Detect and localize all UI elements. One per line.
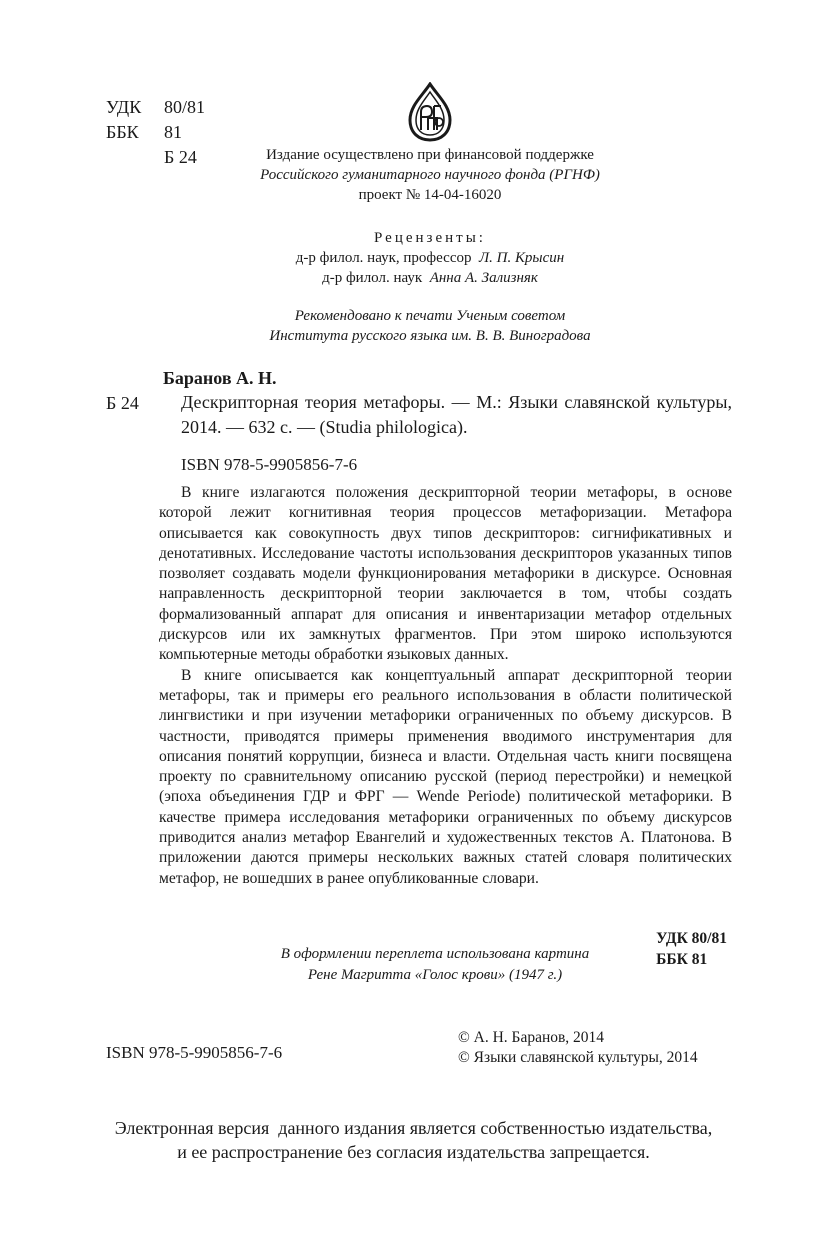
recommendation: [230, 306, 630, 346]
udk-value: 80/81: [164, 97, 206, 117]
abstract-paragraph-1: В книге излагаются положения дескрипторной теории метафоры, в основе которой лежит когнитивная теория процессов метафоризации. Метафора описывается как совокупность двух типов дескрипторов: сигнификативных и денотативных. Исследование частоты использования дескрипторов указанных типов позволяет создавать модели функционирования метафорики в дискурсе. Основная направленность дескрипторной теории заключается в том, чтобы создать формализованный аппарат для описания и инвентаризации метафор отдельных дискурсов или их замкнутых фрагментов. При этом широко используются компьютерные методы обработки языковых данных.: [159, 484, 732, 664]
copyright: [458, 1028, 698, 1068]
reviewer-1-name: Л. П. Крысин: [478, 250, 565, 266]
sponsor-line-1: Издание осуществлено при финансовой поддержке: [266, 147, 594, 163]
reviewer-2-title: д-р филол. наук: [322, 270, 423, 286]
isbn-bottom: ISBN 978-5-9905856-7-6: [106, 1043, 283, 1062]
footer-line-2: и ее распространение без согласия издательства запрещается.: [177, 1142, 650, 1162]
footer-line-1: Электронная версия данного издания является собственностью издательства,: [114, 1118, 713, 1138]
author-name: Баранов А. Н.: [163, 368, 277, 388]
copyright-line-1: © А. Н. Баранов, 2014: [458, 1029, 605, 1046]
reviewer-1: [230, 248, 630, 268]
bbk-value: 81: [164, 122, 182, 142]
sponsor-note: [230, 145, 630, 205]
udk-label: УДК: [106, 97, 142, 117]
bbk-label: ББК: [106, 122, 139, 142]
sponsor-line-2: Российского гуманитарного научного фонда (РГНФ): [260, 167, 600, 183]
bbk-code: [106, 120, 182, 145]
sponsor-line-3: проект № 14-04-16020: [358, 187, 502, 203]
cover-note-line-1: В оформлении переплета использована картина: [280, 946, 590, 962]
bib-description: Дескрипторная теория метафоры. — М.: Языки славянской культуры, 2014. — 632 с. — (Studia philologica).: [181, 392, 732, 437]
abstract: [159, 483, 732, 889]
footer-notice: [80, 1116, 747, 1164]
rgnf-logo-icon: [408, 82, 452, 142]
bib-code: Б 24: [106, 393, 139, 413]
reviewer-2: [230, 268, 630, 288]
reviewer-2-name: Анна А. Зализняк: [429, 270, 538, 286]
cover-note: [230, 944, 640, 986]
reviewers-heading: Рецензенты:: [374, 230, 486, 246]
reviewer-1-title: д-р филол. наук, профессор: [295, 250, 472, 266]
abstract-paragraph-2: В книге описывается как концептуальный аппарат дескрипторной теории метафоры, так и примеры его реального использования в области политической лингвистики и при изучении метафорики ограниченных по объему дискурсов. В частности, приводятся примеры применения вводимого инструментария для описания понятий коррупции, бизнеса и власти. Отдельная часть книги посвящена проекту по сравнительному описанию русской (период перестройки) и немецкой (эпоха объединения ГДР и ФРГ — Wende Periode) политической метафорики. В качестве примера исследования метафорики ограниченных по объему дискурсов приводится анализ метафор Евангелий и художественных текстов А. Платонова. В приложении даются примеры нескольких важных статей словаря политических метафор, не вошедших в ранее опубликованные словари.: [159, 666, 732, 887]
udk-code: [106, 95, 205, 120]
bbk-bottom: ББК 81: [656, 951, 708, 968]
isbn-record: ISBN 978-5-9905856-7-6: [181, 455, 358, 474]
reviewers-block: [230, 228, 630, 288]
codes-bottom: [656, 928, 727, 970]
cover-note-line-2: Рене Магритта «Голос крови» (1947 г.): [307, 967, 563, 983]
copyright-line-2: © Языки славянской культуры, 2014: [458, 1049, 698, 1066]
recommendation-line-2: Института русского языка им. В. В. Виноградова: [269, 328, 591, 344]
author-code: Б 24: [164, 147, 197, 167]
udk-bottom: УДК 80/81: [656, 930, 727, 947]
recommendation-line-1: Рекомендовано к печати Ученым советом: [294, 308, 566, 324]
